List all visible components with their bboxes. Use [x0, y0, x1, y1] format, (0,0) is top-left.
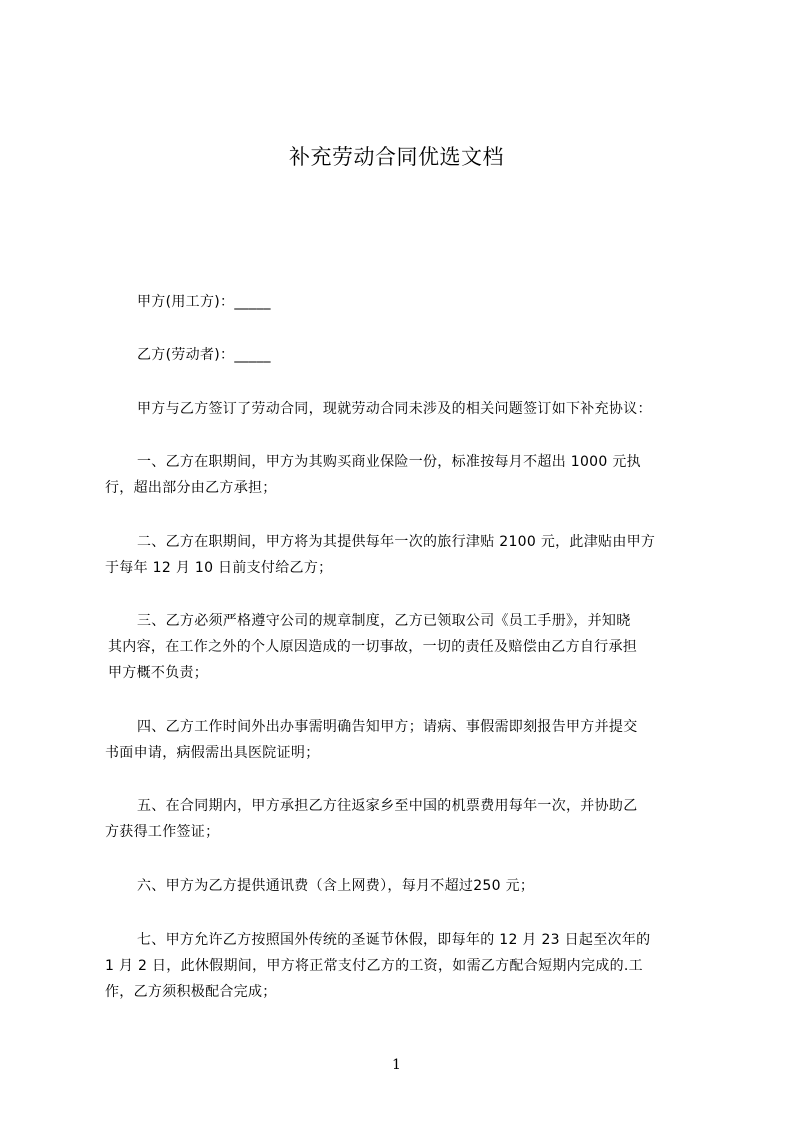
- clause-1-line-1: 一、乙方在职期间，甲方为其购买商业保险一份，标准按每月不超出 1000 元执: [137, 454, 641, 470]
- clause-3-line-2: 其内容，在工作之外的个人原因造成的一切事故，一切的责任及赔偿由乙方自行承担: [108, 639, 638, 655]
- clause-5-line-1: 五、在合同期内，甲方承担乙方往返家乡至中国的机票费用每年一次，并协助乙: [137, 798, 638, 814]
- clause-2-line-2: 于每年 12 月 10 日前支付给乙方；: [105, 560, 333, 576]
- clause-3-line-1: 三、乙方必须严格遵守公司的规章制度，乙方已领取公司《员工手册》，并知晓: [137, 613, 631, 629]
- clause-7-line-2: 1 月 2 日，此休假期间，甲方将正常支付乙方的工资，如需乙方配合短期内完成的.工: [105, 958, 643, 974]
- clause-1-line-2: 行，超出部分由乙方承担；: [105, 480, 277, 496]
- intro-paragraph: 甲方与乙方签订了劳动合同，现就劳动合同未涉及的相关问题签订如下补充协议：: [137, 401, 652, 417]
- party-a-line: 甲方(用工方)：_____: [137, 294, 271, 310]
- clause-7-line-3: 作，乙方须积极配合完成；: [105, 984, 277, 1000]
- document-title: 补充劳动合同优选文档: [289, 145, 504, 169]
- clause-2-line-1: 二、乙方在职期间，甲方将为其提供每年一次的旅行津贴 2100 元，此津贴由甲方: [137, 534, 656, 550]
- party-b-line: 乙方(劳动者)：_____: [137, 347, 271, 363]
- clause-4-line-2: 书面申请，病假需出具医院证明；: [105, 745, 320, 761]
- clause-3-line-3: 甲方概不负责；: [108, 665, 209, 681]
- clause-6-line-1: 六、甲方为乙方提供通讯费（含上网费），每月不超过250 元；: [137, 878, 535, 894]
- clause-4-line-1: 四、乙方工作时间外出办事需明确告知甲方；请病、事假需即刻报告甲方并提交: [137, 719, 638, 735]
- clause-7-line-1: 七、甲方允许乙方按照国外传统的圣诞节休假，即每年的 12 月 23 日起至次年的: [137, 932, 651, 948]
- clause-5-line-2: 方获得工作签证；: [105, 824, 220, 840]
- page-number: 1: [392, 1057, 401, 1073]
